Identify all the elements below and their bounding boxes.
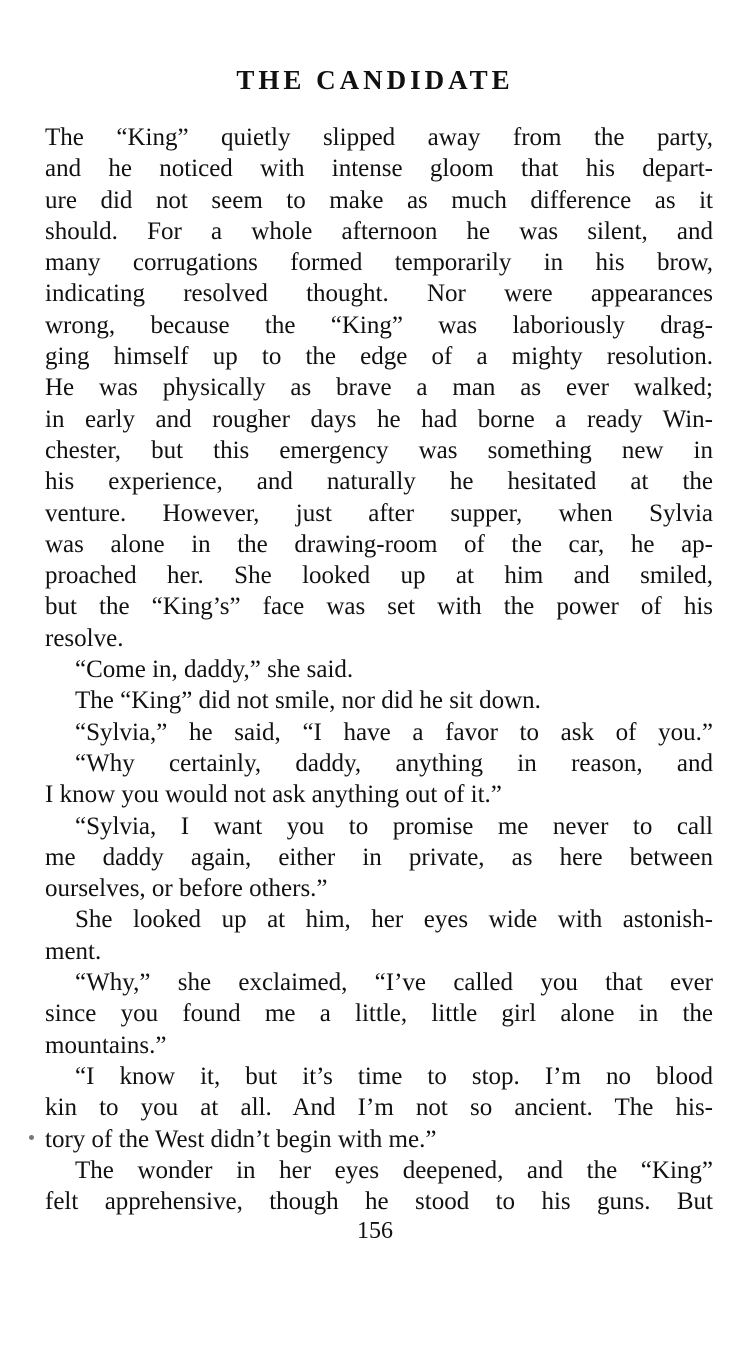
text-line: ging himself up to the edge of a mighty resolution. [45,343,713,371]
margin-speck [29,1135,34,1140]
text-line: “I know it, but it’s time to stop. I’m no blood [75,1062,713,1090]
text-line: ourselves, or before others.” [45,875,328,903]
text-line: his experience, and naturally he hesitated at the [45,468,713,496]
text-line: I know you would not ask anything out of it.” [45,781,502,809]
text-line: “Sylvia,” he said, “I have a favor to ask of you.” [75,718,713,746]
text-line: should. For a whole afternoon he was silent, and [45,217,713,245]
text-line: kin to you at all. And I’m not so ancient. The his- [45,1094,713,1122]
text-line: ure did not seem to make as much difference as it [45,186,713,214]
text-line: “Sylvia, I want you to promise me never to call [75,812,713,840]
text-line: ment. [45,937,102,965]
text-line: me daddy again, either in private, as here between [45,843,713,871]
text-line: The wonder in her eyes deepened, and the “King” [75,1156,713,1184]
running-head: THE CANDIDATE [236,65,514,95]
text-line: The “King” did not smile, nor did he sit down. [75,687,541,715]
text-line: “Why,” she exclaimed, “I’ve called you that ever [75,969,713,997]
text-line: but the “King’s” face was set with the power of his [45,593,713,621]
text-line: “Why certainly, daddy, anything in reason, and [75,749,713,777]
text-line: He was physically as brave a man as ever walked; [45,374,713,402]
text-line: resolve. [45,624,124,652]
text-line: The “King” quietly slipped away from the party, [45,124,713,151]
text-line: mountains.” [45,1031,167,1059]
text-line: “Come in, daddy,” she said. [75,656,354,684]
text-line: chester, but this emergency was something new in [45,436,713,464]
body-text [45,122,713,1217]
text-line: in early and rougher days he had borne a ready Win- [45,405,713,433]
text-line: proached her. She looked up at him and smiled, [45,562,713,590]
text-line: indicating resolved thought. Nor were appearances [45,280,713,308]
page-number: 156 [357,1218,393,1244]
text-line: venture. However, just after supper, when Sylvia [45,499,713,527]
text-line: felt apprehensive, though he stood to his guns. But [45,1188,713,1216]
text-line: since you found me a little, little girl alone in the [45,1000,713,1028]
text-line: tory of the West didn’t begin with me.” [45,1125,437,1153]
text-line: wrong, because the “King” was laboriously drag- [45,311,713,339]
text-line: She looked up at him, her eyes wide with astonish- [75,906,713,934]
text-line: and he noticed with intense gloom that his depart- [45,155,713,183]
text-line: was alone in the drawing-room of the car, he ap- [45,530,713,558]
text-line: many corrugations formed temporarily in his brow, [45,249,713,277]
